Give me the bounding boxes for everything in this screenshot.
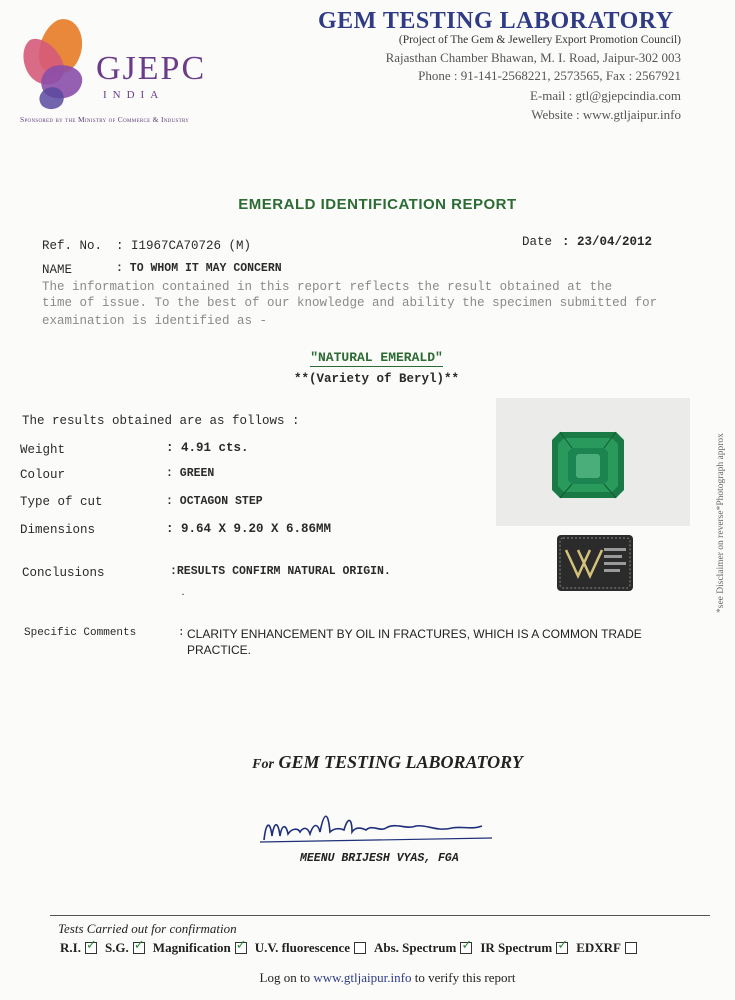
test-label: S.G. bbox=[104, 940, 129, 955]
weight-label: Weight bbox=[20, 443, 66, 457]
test-label: U.V. fluorescence bbox=[254, 940, 350, 955]
footer-divider bbox=[50, 915, 710, 916]
logo-wordmark: GJEPC bbox=[96, 50, 207, 87]
lab-name: GEM TESTING LABORATORY bbox=[318, 8, 674, 34]
emerald-image bbox=[496, 398, 690, 526]
conclusions-value: :RESULTS CONFIRM NATURAL ORIGIN. bbox=[170, 565, 391, 578]
comments-label: Specific Comments bbox=[24, 627, 137, 639]
intro-line-3: examination is identified as - bbox=[42, 314, 268, 328]
sponsor-line: Sponsored by the Ministry of Commerce & Industry bbox=[20, 115, 190, 124]
checked-checkbox[interactable] bbox=[85, 942, 97, 954]
test-label: IR Spectrum bbox=[480, 940, 553, 955]
test-label: R.I. bbox=[60, 940, 81, 955]
signature-for-line: For GEM TESTING LABORATORY bbox=[252, 752, 523, 772]
date-value: : 23/04/2012 bbox=[562, 235, 653, 249]
ref-value: : I1967CA70726 (M) bbox=[116, 239, 252, 253]
cut-label: Type of cut bbox=[20, 495, 103, 509]
svg-text:*see Disclaimer on reverse*Pho: *see Disclaimer on reverse*Photograph approx bbox=[716, 433, 726, 613]
checked-checkbox[interactable] bbox=[133, 942, 145, 954]
test-item bbox=[480, 940, 568, 956]
date-label: Date bbox=[522, 235, 553, 249]
test-item bbox=[153, 940, 247, 956]
test-label: EDXRF bbox=[576, 940, 621, 955]
test-item bbox=[576, 940, 637, 956]
test-item bbox=[255, 940, 366, 956]
name-label: NAME bbox=[42, 263, 73, 277]
checked-checkbox[interactable] bbox=[556, 942, 568, 954]
verify-prefix: Log on to bbox=[259, 970, 311, 985]
tests-list bbox=[60, 938, 645, 958]
test-label: Magnification bbox=[152, 940, 231, 955]
comments-colon: : bbox=[178, 627, 185, 639]
test-label: Abs. Spectrum bbox=[374, 940, 457, 955]
phone-line: Phone : 91-141-2568221, 2573565, Fax : 2567921 bbox=[418, 68, 681, 83]
intro-line-2: time of issue. To the best of our knowledge and ability the specimen submitted for bbox=[42, 296, 658, 310]
verify-line bbox=[0, 970, 735, 986]
verify-link[interactable]: www.gtljaipur.info bbox=[313, 970, 412, 985]
comments-value: CLARITY ENHANCEMENT BY OIL IN FRACTURES, WHICH IS A COMMON TRADE PRACTICE. bbox=[187, 627, 642, 657]
weight-value: : 4.91 cts. bbox=[166, 441, 249, 455]
test-item bbox=[374, 940, 472, 956]
dot-mark: · bbox=[181, 587, 185, 601]
conclusions-label: Conclusions bbox=[22, 566, 105, 580]
colour-value: : GREEN bbox=[166, 467, 215, 480]
name-value: : TO WHOM IT MAY CONCERN bbox=[116, 262, 282, 275]
intro-line-1: The information contained in this report reflects the result obtained at the bbox=[42, 280, 613, 294]
variety-note: **(Variety of Beryl)** bbox=[293, 372, 460, 386]
disclaimer-side-note bbox=[708, 405, 732, 615]
report-title: EMERALD IDENTIFICATION REPORT bbox=[238, 196, 517, 213]
unchecked-checkbox[interactable] bbox=[354, 942, 366, 954]
signer-name: MEENU BRIJESH VYAS, FGA bbox=[300, 852, 459, 865]
colour-label: Colour bbox=[20, 468, 66, 482]
project-line: (Project of The Gem & Jewellery Export Promotion Council) bbox=[398, 34, 681, 46]
logo-subtitle: INDIA bbox=[103, 89, 165, 101]
address-line: Rajasthan Chamber Bhawan, M. I. Road, Jaipur-302 003 bbox=[385, 50, 681, 65]
website-line: Website : www.gtljaipur.info bbox=[531, 107, 681, 122]
unchecked-checkbox[interactable] bbox=[625, 942, 637, 954]
handwritten-signature bbox=[256, 802, 496, 852]
results-heading: The results obtained are as follows : bbox=[22, 414, 300, 428]
test-item bbox=[60, 940, 97, 956]
cut-value: : OCTAGON STEP bbox=[166, 495, 263, 508]
tests-title: Tests Carried out for confirmation bbox=[58, 921, 237, 936]
verify-suffix: to verify this report bbox=[414, 970, 516, 985]
email-line: E-mail : gtl@gjepcindia.com bbox=[530, 88, 681, 103]
dimensions-label: Dimensions bbox=[20, 523, 96, 537]
identified-as: "NATURAL EMERALD" bbox=[310, 350, 443, 365]
checked-checkbox[interactable] bbox=[235, 942, 247, 954]
checked-checkbox[interactable] bbox=[460, 942, 472, 954]
dimensions-value: : 9.64 X 9.20 X 6.86MM bbox=[166, 522, 332, 536]
ref-label: Ref. No. bbox=[42, 239, 103, 253]
test-item bbox=[105, 940, 145, 956]
gem-photograph bbox=[496, 398, 690, 526]
security-hologram bbox=[556, 534, 634, 592]
